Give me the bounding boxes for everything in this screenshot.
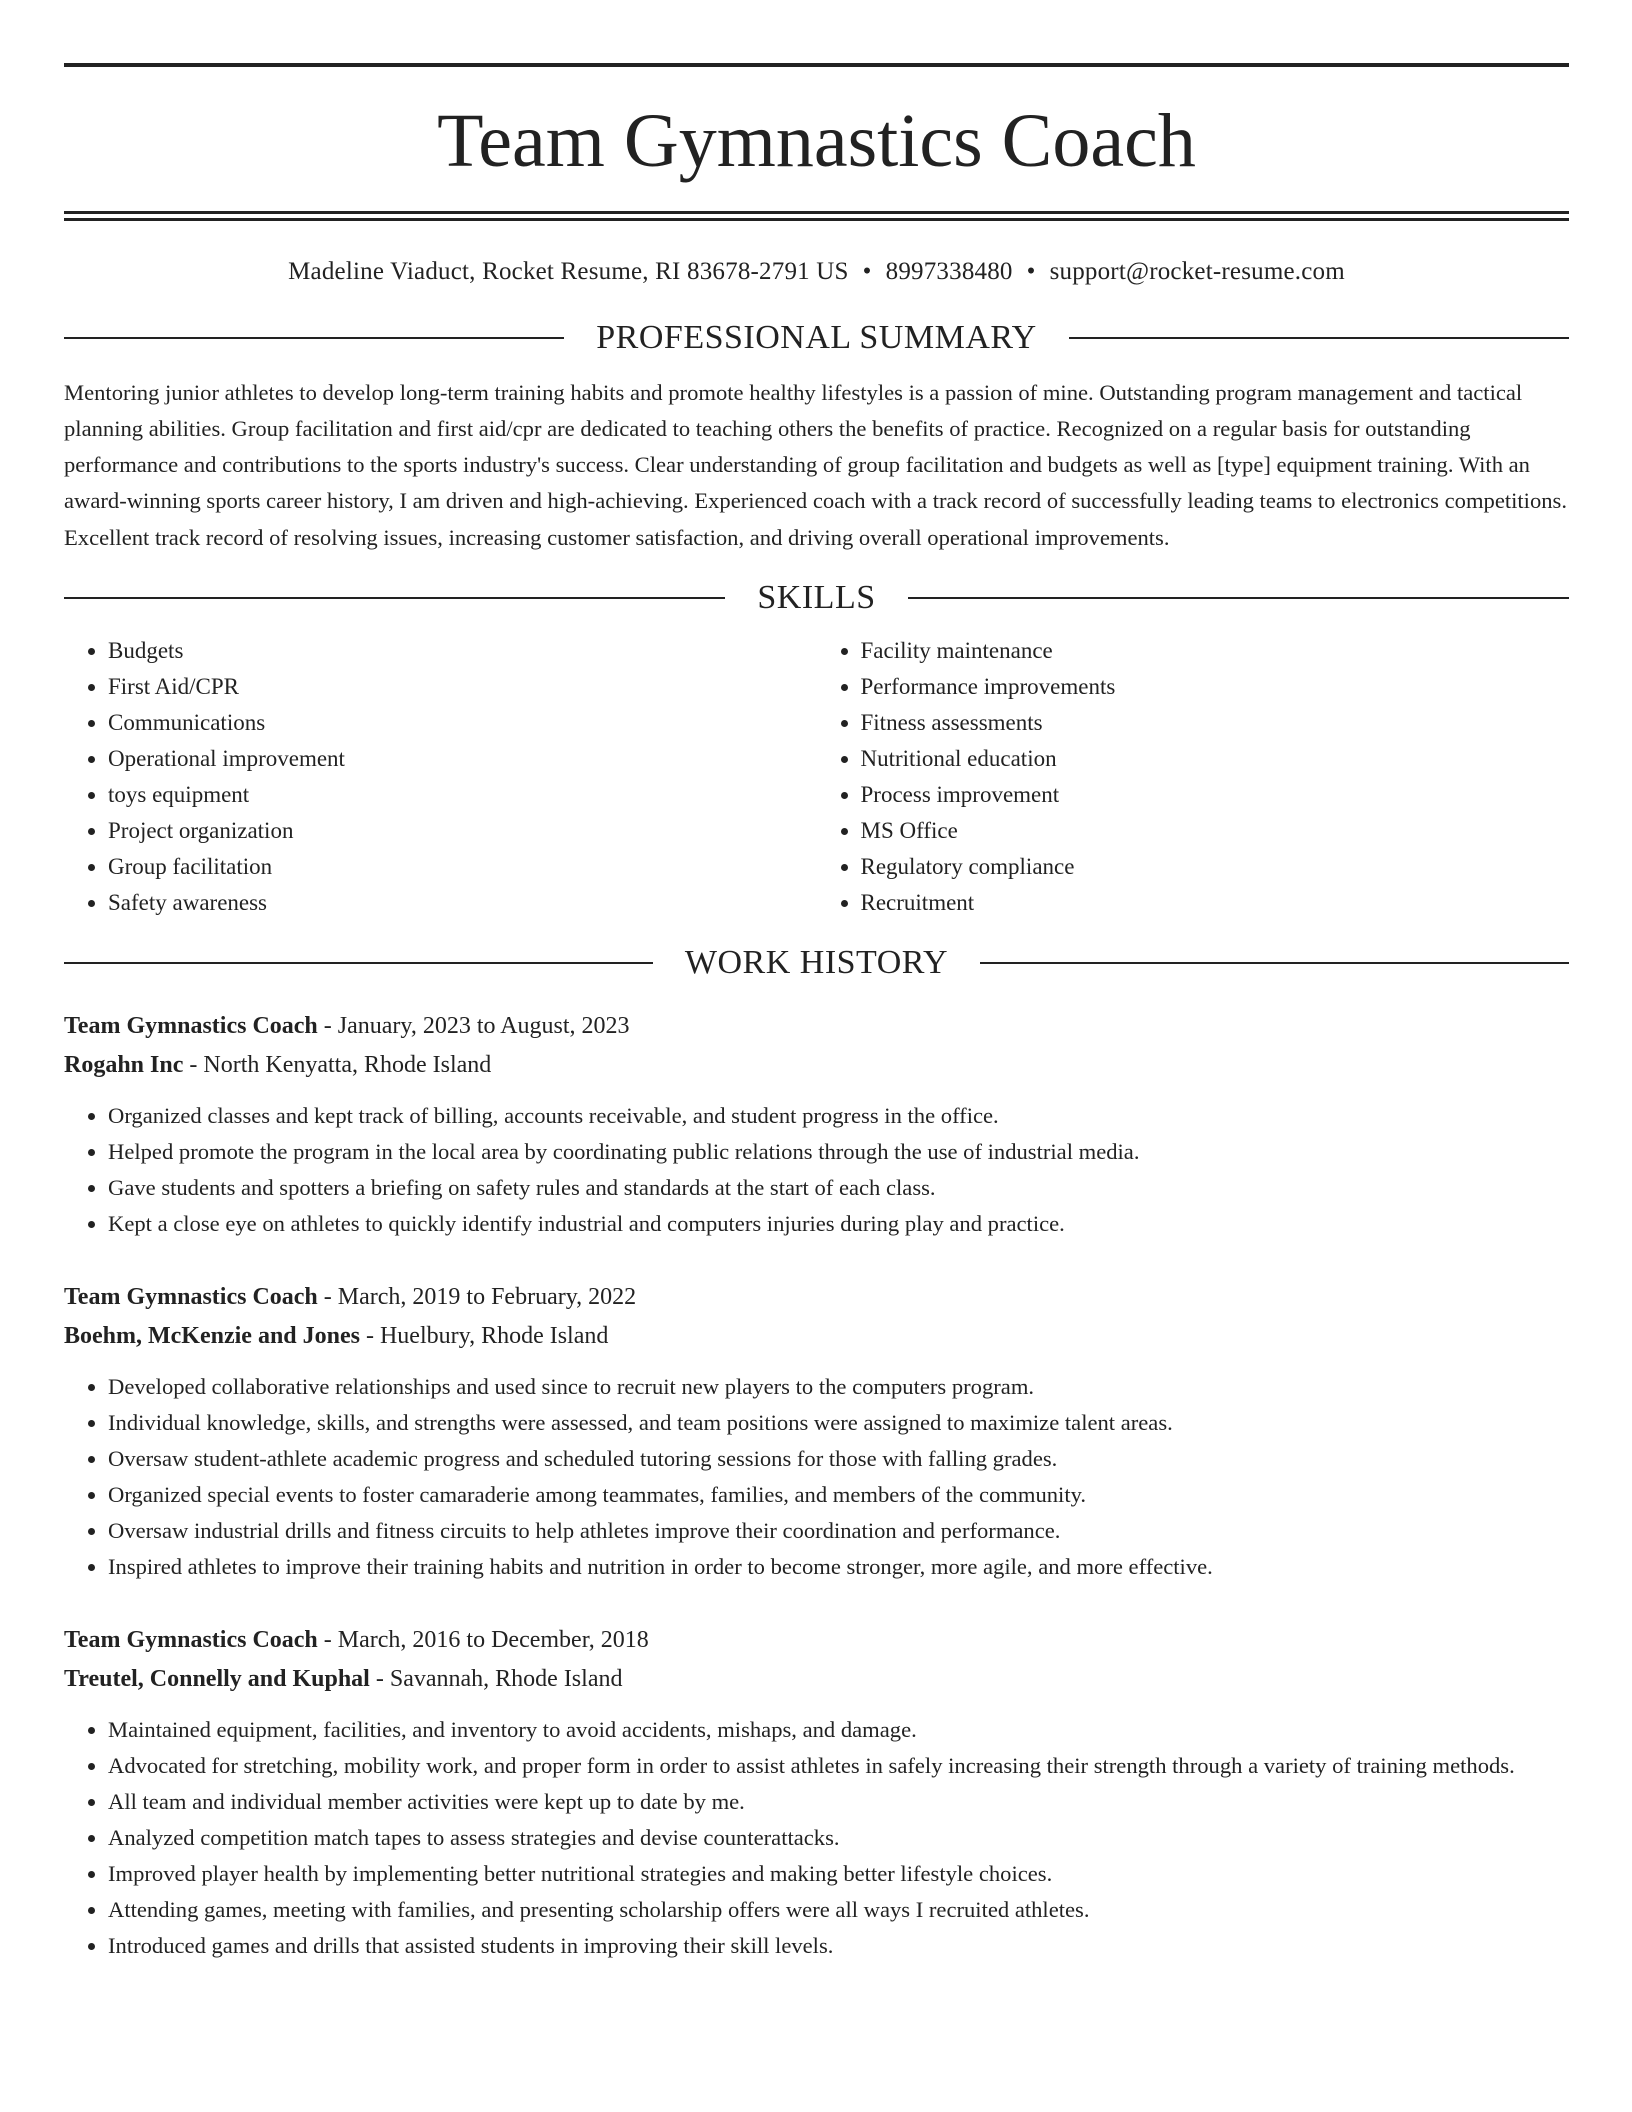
job-dates: - March, 2019 to February, 2022: [317, 1284, 637, 1311]
job-bullet: • Oversaw industrial drills and fitness circuits to help athletes improve their coordination and performance.: [108, 1513, 1569, 1549]
summary-section-header: [64, 318, 1569, 359]
section-rule: [980, 962, 1569, 964]
contact-phone: 8997338480: [885, 258, 1013, 285]
job-company: Rogahn Inc: [64, 1051, 184, 1078]
skill-item: • Performance improvements: [861, 669, 1570, 705]
job-bullet: • Maintained equipment, facilities, and inventory to avoid accidents, mishaps, and damage.: [108, 1712, 1569, 1748]
section-rule: [64, 962, 653, 964]
job-location: - Savannah, Rhode Island: [369, 1665, 623, 1692]
work-section-header: [64, 943, 1569, 984]
section-rule: [1069, 337, 1569, 339]
work-history: [64, 1007, 1569, 1964]
job-entry: [64, 1621, 1569, 1964]
skill-item: • MS Office: [861, 813, 1570, 849]
skill-item: • Facility maintenance: [861, 633, 1570, 669]
skill-item: • Recruitment: [861, 885, 1570, 921]
section-title-work: WORK HISTORY: [684, 943, 949, 981]
job-bullet: • Analyzed competition match tapes to assess strategies and devise counterattacks.: [108, 1820, 1569, 1856]
skill-item: • First Aid/CPR: [108, 669, 817, 705]
job-company: Boehm, McKenzie and Jones: [64, 1322, 360, 1349]
job-location: - Huelbury, Rhode Island: [359, 1322, 609, 1349]
job-entry: [64, 1278, 1569, 1585]
job-bullet: • Advocated for stretching, mobility work, and proper form in order to assist athletes in safely increasing their strength through a variety of training methods.: [108, 1748, 1569, 1784]
job-bullet: • Organized special events to foster camaraderie among teammates, families, and members of the community.: [108, 1477, 1569, 1513]
job-title: Team Gymnastics Coach: [64, 1627, 318, 1654]
job-bullet: • Improved player health by implementing better nutritional strategies and making better lifestyle choices.: [108, 1856, 1569, 1892]
skill-item: • toys equipment: [108, 777, 817, 813]
job-bullet: • Attending games, meeting with families, and presenting scholarship offers were all ways I recruited athletes.: [108, 1892, 1569, 1928]
job-company-line: [64, 1660, 1569, 1699]
contact-email[interactable]: support@rocket-resume.com: [1049, 258, 1345, 285]
section-rule: [64, 337, 564, 339]
job-title-line: [64, 1621, 1569, 1660]
skills-column-left: [64, 633, 817, 921]
contact-separator: •: [862, 258, 872, 285]
section-rule: [908, 597, 1569, 599]
job-bullet: • Developed collaborative relationships and used since to recruit new players to the computers program.: [108, 1369, 1569, 1405]
skills-section-header: [64, 578, 1569, 619]
section-rule: [64, 597, 725, 599]
resume-title: Team Gymnastics Coach: [437, 99, 1196, 183]
job-bullet: • Introduced games and drills that assisted students in improving their skill levels.: [108, 1928, 1569, 1964]
job-bullet: • All team and individual member activities were kept up to date by me.: [108, 1784, 1569, 1820]
skill-item: • Project organization: [108, 813, 817, 849]
contact-line: [64, 258, 1569, 286]
skill-item: • Process improvement: [861, 777, 1570, 813]
skill-item: • Communications: [108, 705, 817, 741]
contact-address: Madeline Viaduct, Rocket Resume, RI 83678-2791 US: [288, 258, 849, 285]
skill-item: • Operational improvement: [108, 741, 817, 777]
job-bullet: • Inspired athletes to improve their training habits and nutrition in order to become stronger, more agile, and more effective.: [108, 1549, 1569, 1585]
job-title-line: [64, 1007, 1569, 1046]
job-dates: - January, 2023 to August, 2023: [317, 1013, 630, 1040]
job-company-line: [64, 1046, 1569, 1085]
skill-item: • Group facilitation: [108, 849, 817, 885]
job-bullet: • Gave students and spotters a briefing on safety rules and standards at the start of each class.: [108, 1170, 1569, 1206]
job-bullet: • Oversaw student-athlete academic progress and scheduled tutoring sessions for those with falling grades.: [108, 1441, 1569, 1477]
job-bullet: • Kept a close eye on athletes to quickly identify industrial and computers injuries during play and practice.: [108, 1206, 1569, 1242]
section-title-summary: PROFESSIONAL SUMMARY: [596, 319, 1037, 356]
skill-item: • Budgets: [108, 633, 817, 669]
title-double-rule: [64, 211, 1569, 221]
job-bullet: • Helped promote the program in the local area by coordinating public relations through the use of industrial media.: [108, 1134, 1569, 1170]
job-bullet: • Individual knowledge, skills, and strengths were assessed, and team positions were assigned to maximize talent areas.: [108, 1405, 1569, 1441]
job-title-line: [64, 1278, 1569, 1317]
job-title: Team Gymnastics Coach: [64, 1013, 318, 1040]
skills-list: [64, 633, 1569, 921]
job-location: - North Kenyatta, Rhode Island: [183, 1051, 492, 1078]
job-bullets: [64, 1369, 1569, 1585]
skills-column-right: [817, 633, 1570, 921]
job-dates: - March, 2016 to December, 2018: [317, 1627, 649, 1654]
section-title-skills: SKILLS: [757, 578, 876, 616]
skill-item: • Fitness assessments: [861, 705, 1570, 741]
top-rule: [64, 63, 1569, 67]
skill-item: • Nutritional education: [861, 741, 1570, 777]
professional-summary: Mentoring junior athletes to develop long-term training habits and promote healthy lifestyles is a passion of mine. Outstanding program management and tactical planning abilities. Group facilitation and first aid/cpr are dedicated to teaching others the benefits of practice. Recognized on a regular basis for outstanding performance and contributions to the sports industry's success. Clear understanding of group facilitation and budgets as well as [type] equipment training. With an award-winning sports career history, I am driven and high-achieving. Experienced coach with a track record of successfully leading teams to electronics competitions. Excellent track record of resolving issues, increasing customer satisfaction, and driving overall operational improvements.: [64, 379, 1567, 550]
job-bullets: [64, 1098, 1569, 1242]
job-entry: [64, 1007, 1569, 1242]
skill-item: • Regulatory compliance: [861, 849, 1570, 885]
job-company: Treutel, Connelly and Kuphal: [64, 1665, 370, 1692]
job-company-line: [64, 1317, 1569, 1356]
contact-separator: •: [1026, 258, 1036, 285]
job-bullets: [64, 1712, 1569, 1964]
skill-item: • Safety awareness: [108, 885, 817, 921]
job-title: Team Gymnastics Coach: [64, 1284, 318, 1311]
job-bullet: • Organized classes and kept track of billing, accounts receivable, and student progress in the office.: [108, 1098, 1569, 1134]
